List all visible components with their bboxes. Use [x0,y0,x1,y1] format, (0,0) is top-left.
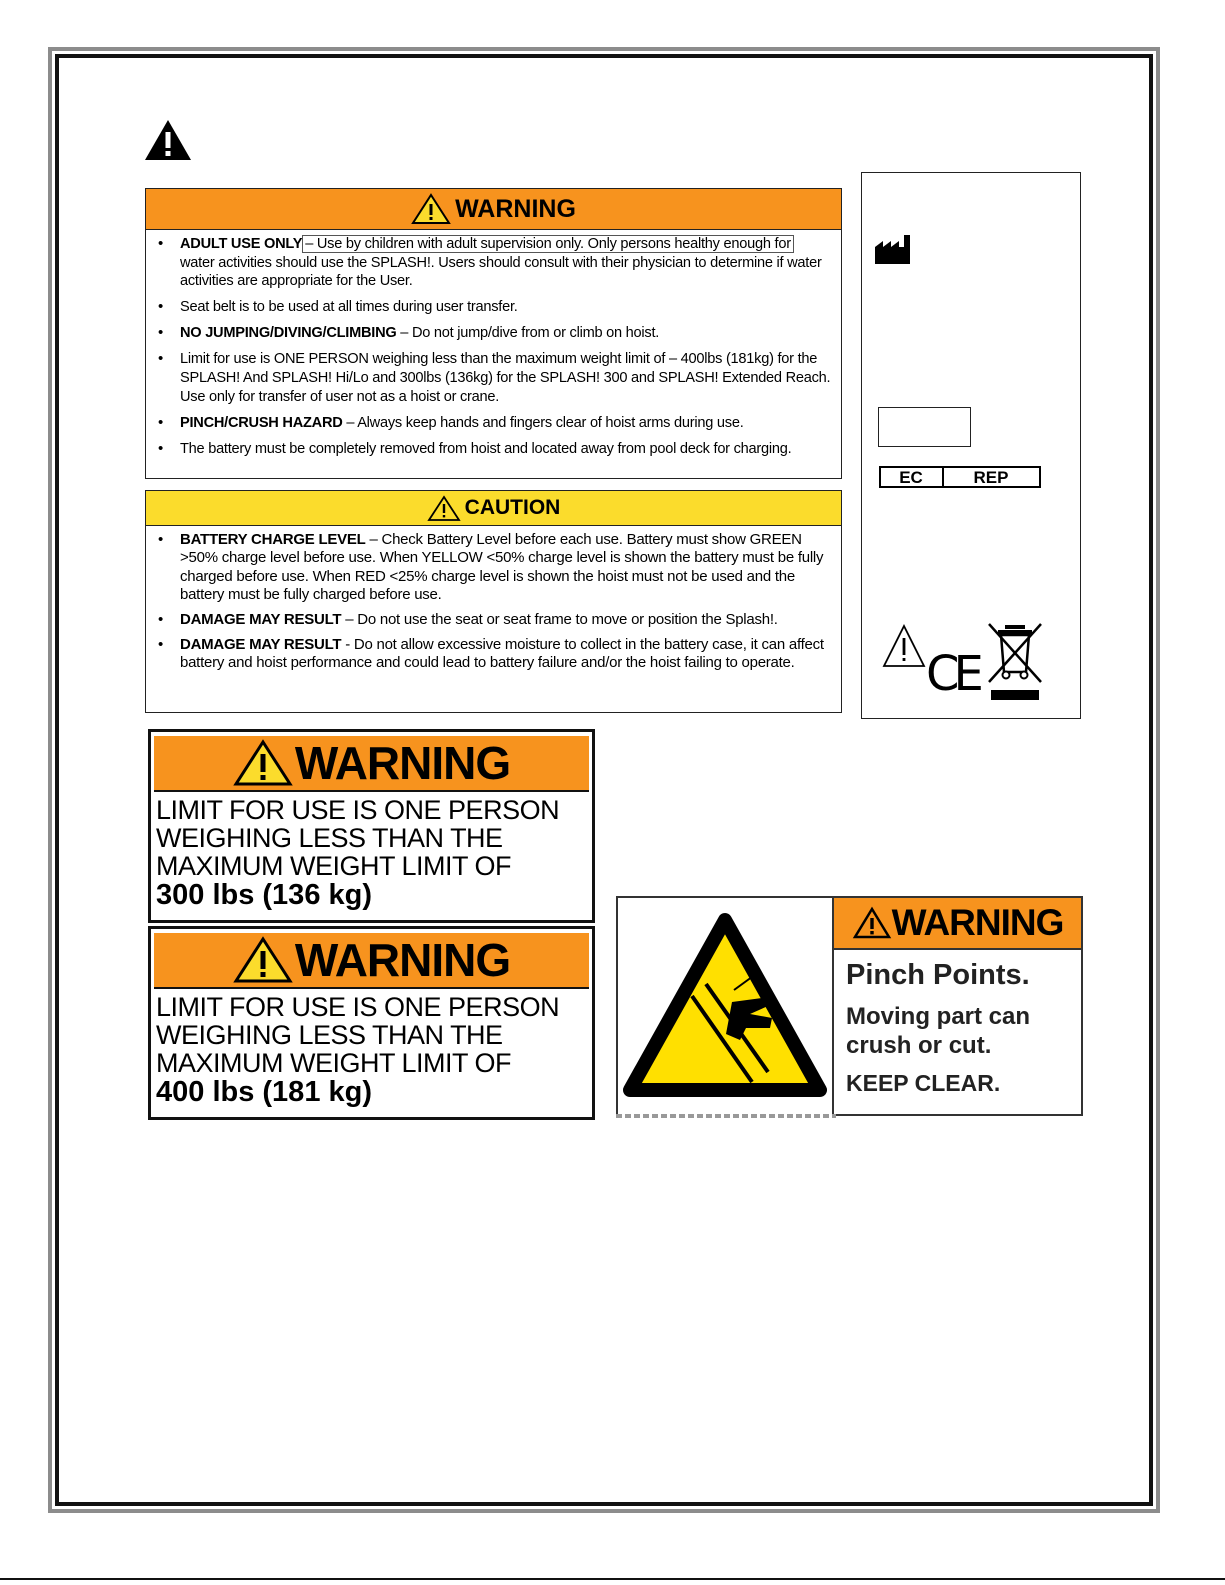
pinch-decal-title: Pinch Points. [846,959,1030,991]
caution-item: • DAMAGE MAY RESULT – Do not use the seat or seat frame to move or position the Splash!. [158,611,831,629]
caution-list [146,526,841,673]
decal-header: WARNING [154,933,589,989]
ec-rep-icon [879,466,1041,488]
weight-warning-decal-300 [148,729,595,923]
warning-item: • Limit for use is ONE PERSON weighing less than the maximum weight limit of – 400lbs (181kg) for the SPLASH! And SPLASH! Hi/Lo and 300lbs (136kg) for the SPLASH! 300 and SPLASH! Extended Reach. Use only for transfer of user not as a hoist or crane. [158,350,831,406]
caution-item: • BATTERY CHARGE LEVEL – Check Battery Level before each use. Battery must show GREEN >50% charge level before use. When YELLOW <50% charge level is shown the battery must be fully charged before use. When RED <25% charge level is shown the hoist must not be used and the battery must be fully charged before use. [158,531,831,605]
warning-label-heading: WARNING [455,194,576,223]
svg-text:REP: REP [973,468,1009,487]
ce-mark: CE [926,646,978,702]
warning-list [146,230,841,458]
warning-item: • NO JUMPING/DIVING/CLIMBING – Do not jump/dive from or climb on hoist. [158,324,831,343]
warning-item: • ADULT USE ONLY – Use by children with adult supervision only. Only persons healthy enough for water activities should use the SPLASH!. Users should consult with their physician to determine if water activities are appropriate for the User. [158,235,831,291]
pinch-points-decal [608,886,1085,1116]
pinch-decal-strip [616,1114,836,1118]
pinch-decal-header: WARNING [834,898,1081,950]
caution-label [145,490,842,713]
manufacturer-factory-icon [874,233,912,265]
warning-label-header [146,189,841,230]
pinch-hazard-icon [622,906,828,1106]
warning-item: • PINCH/CRUSH HAZARD – Always keep hands and fingers clear of hoist arms during use. [158,414,831,433]
decal-weight-limit: 400 lbs (181 kg) [156,1076,372,1108]
pinch-decal-keep-clear: KEEP CLEAR. [846,1070,1001,1096]
decal-body: LIMIT FOR USE IS ONE PERSON WEIGHING LESS THAN THE MAXIMUM WEIGHT LIMIT OF [156,795,560,881]
warning-label [145,188,842,479]
decal-weight-limit: 300 lbs (136 kg) [156,879,372,911]
warning-triangle-icon [233,936,293,984]
alert-triangle-icon [143,118,193,162]
warning-item: • The battery must be completely removed from hoist and located away from pool deck for charging. [158,440,831,459]
warning-triangle-icon [852,906,892,940]
consult-instructions-icon [882,624,926,668]
weee-bin-icon [985,620,1045,706]
svg-text:EC: EC [899,468,923,487]
weight-warning-decal-400 [148,926,595,1120]
caution-label-header [146,491,841,526]
blank-symbol-box [878,407,971,447]
caution-triangle-icon [427,495,461,522]
warning-item: • Seat belt is to be used at all times during user transfer. [158,298,831,317]
caution-item: • DAMAGE MAY RESULT - Do not allow excessive moisture to collect in the battery case, it can affect battery and hoist performance and could lead to battery failure and/or the hoist failing to operate. [158,636,831,673]
pinch-decal-body: Moving part can crush or cut. [846,1003,1031,1059]
decal-body: LIMIT FOR USE IS ONE PERSON WEIGHING LESS THAN THE MAXIMUM WEIGHT LIMIT OF [156,992,560,1078]
warning-triangle-icon [233,739,293,787]
caution-label-heading: CAUTION [464,496,561,519]
decal-header: WARNING [154,736,589,792]
warning-triangle-icon [411,193,451,225]
bottom-rule [0,1578,1225,1580]
